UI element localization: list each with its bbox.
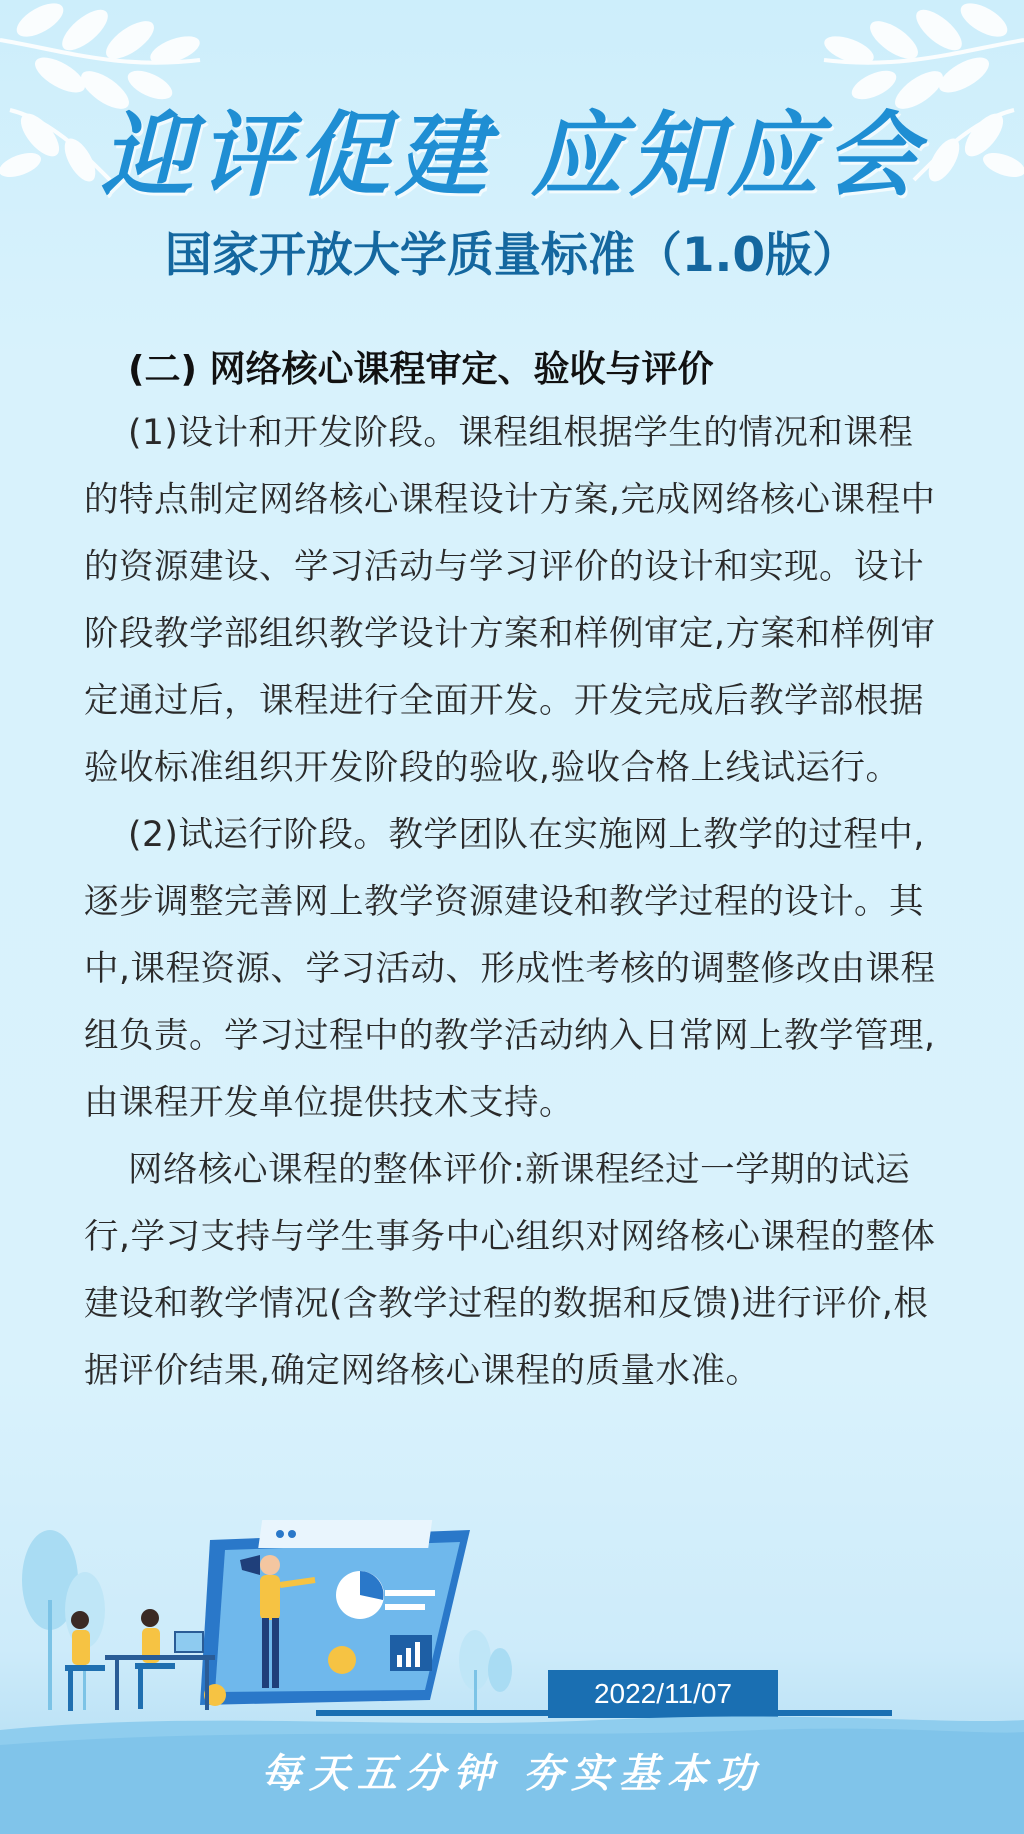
paragraph-overall-evaluation: 网络核心课程的整体评价:新课程经过一学期的试运行,学习支持与学生事务中心组织对网络核心课程的整体建设和教学情况(含教学过程的数据和反馈)进行评价,根据评价结果,确定网络核心课程的质量水准。 (84, 1150, 936, 1391)
section-title: (二) 网络核心课程审定、验收与评价 (128, 349, 714, 390)
dashboard-board (200, 1520, 470, 1705)
paragraph-trial-stage: (2)试运行阶段。教学团队在实施网上教学的过程中,逐步调整完善网上教学资源建设和教学过程的设计。其中,课程资源、学习活动、形成性考核的调整修改由课程组负责。学习过程中的教学活动纳入日常网上教学管理,由课程开发单位提供技术支持。 (84, 815, 936, 1123)
seated-people (65, 1609, 215, 1711)
headline: 迎评促建 应知应会 (100, 101, 924, 209)
pie-chart-icon (336, 1571, 384, 1619)
article-body (84, 340, 944, 1405)
slogan: 每天五分钟 夯实基本功 (261, 1750, 763, 1797)
paragraph-design-stage: (1)设计和开发阶段。课程组根据学生的情况和课程的特点制定网络核心课程设计方案,完成网络核心课程中的资源建设、学习活动与学习评价的设计和实现。设计阶段教学部组织教学设计方案和样例审定,方案和样例审定通过后，课程进行全面开发。开发完成后教学部根据验收标准组织开发阶段的验收,验收合格上线试运行。 (84, 413, 936, 788)
date-label: 2022/11/07 (548, 1670, 778, 1718)
office-illustration (10, 1500, 550, 1720)
subtitle: 国家开放大学质量标准（1.0版） (164, 228, 860, 283)
